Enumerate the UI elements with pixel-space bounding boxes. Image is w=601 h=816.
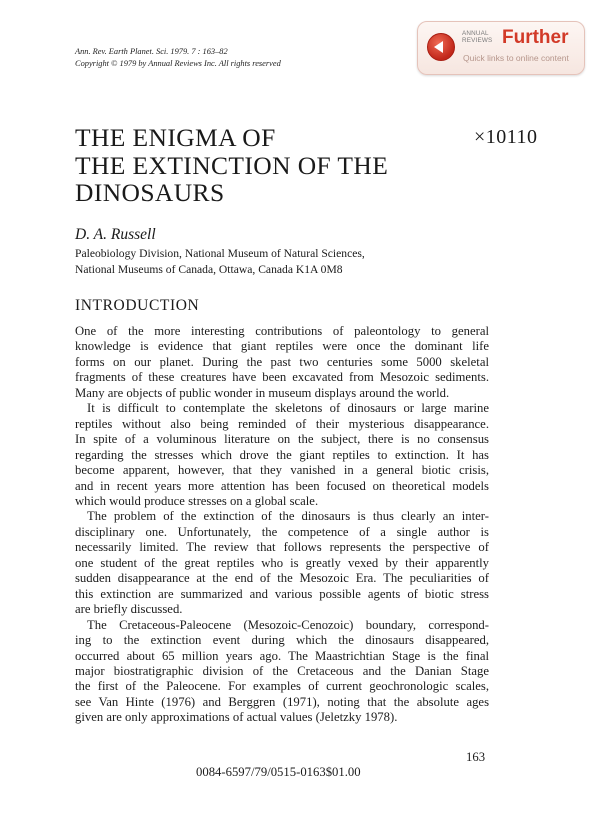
badge-annual-label: ANNUAL — [462, 30, 489, 37]
section-heading: INTRODUCTION — [75, 297, 200, 314]
body-line: necessarily limited. The review that follows represents the perspective of — [75, 540, 489, 555]
body-line: given are only approximations of actual values (Jeletzky 1978). — [75, 710, 398, 725]
author-affiliation — [75, 246, 365, 277]
body-line: this extinction are summarized and various possible agents of biotic stress — [75, 586, 489, 601]
badge-further-label: Further — [502, 27, 569, 48]
title-line: THE ENIGMA OF — [75, 123, 276, 152]
body-line: regarding the stresses which drove the giant reptiles to extinction. It has — [75, 447, 489, 462]
body-line: occurred about 65 million years ago. The Maastrichtian Stage is the final — [75, 648, 489, 663]
body-line: one student of the great reptiles who is greatly vexed by their apparently — [75, 555, 489, 570]
body-line: are briefly discussed. — [75, 602, 183, 617]
body-line: ing to the extinction event during which the dinosaurs disappeared, — [75, 633, 489, 648]
affiliation-line: Paleobiology Division, National Museum of Natural Sciences, — [75, 247, 365, 260]
page-number: 163 — [466, 750, 486, 764]
body-line: knowledge is evidence that giant reptiles were once the dominant life — [75, 339, 489, 354]
body-line: sudden disappearance at the end of the Mesozoic Era. The peculiarities of — [75, 571, 489, 586]
body-line: One of the more interesting contributions of paleontology to general — [75, 324, 489, 338]
body-line: The problem of the extinction of the dinosaurs is thus clearly an inter- — [87, 509, 489, 524]
body-line: the first of the Paleocene. For examples of current geochronologic scales, — [75, 679, 489, 694]
body-line: reptiles without also being reminded of their mysterious disappearance. — [75, 416, 489, 431]
body-line: Many are objects of public wonder in museum displays around the world. — [75, 385, 450, 400]
annual-reviews-logo-text — [462, 30, 492, 44]
copyright-line: Copyright © 1979 by Annual Reviews Inc. All rights reserved — [75, 59, 281, 68]
body-line: major biostratigraphic division of the Cretaceous and the Danian Stage — [75, 663, 489, 678]
body-line: It is difficult to contemplate the skeletons of dinosaurs or large marine — [87, 401, 489, 416]
body-line: forms on our planet. During the past two centuries some 5000 skeletal — [75, 354, 489, 369]
body-line: In spite of a voluminous literature on the subject, there is no consensus — [75, 432, 489, 447]
body-line: disciplinary one. Unfortunately, the competence of a single author is — [75, 524, 489, 539]
journal-citation — [75, 46, 281, 70]
badge-subtitle: Quick links to online content — [463, 53, 569, 63]
back-arrow-icon — [427, 33, 455, 61]
title-line: THE EXTINCTION OF THE — [75, 150, 389, 180]
further-reviews-badge[interactable] — [417, 21, 585, 75]
body-text — [75, 324, 489, 726]
article-title — [75, 124, 388, 207]
journal-citation-line: Ann. Rev. Earth Planet. Sci. 1979. 7 : 163–82 — [75, 47, 228, 56]
affiliation-line: National Museums of Canada, Ottawa, Canada K1A 0M8 — [75, 262, 343, 276]
footer-price-code: 0084-6597/79/0515-0163$01.00 — [196, 765, 361, 779]
body-line: become apparent, however, that they vanished in a general biotic crisis, — [75, 463, 489, 478]
body-line: see Van Hinte (1976) and Berggren (1971), noting that the absolute ages — [75, 694, 489, 709]
body-line: The Cretaceous-Paleocene (Mesozoic-Cenozoic) boundary, correspond- — [87, 617, 489, 632]
title-line: DINOSAURS — [75, 178, 225, 207]
body-line: and in recent years more attention has been focused on theoretical models — [75, 478, 489, 493]
badge-reviews-label: REVIEWS — [462, 37, 493, 44]
body-line: fragments of these creatures have been excavated from Mesozoic sediments. — [75, 370, 489, 385]
body-line: which would produce stresses on a global scale. — [75, 493, 319, 508]
author-name: D. A. Russell — [75, 226, 156, 243]
article-code: ×10110 — [474, 126, 538, 148]
